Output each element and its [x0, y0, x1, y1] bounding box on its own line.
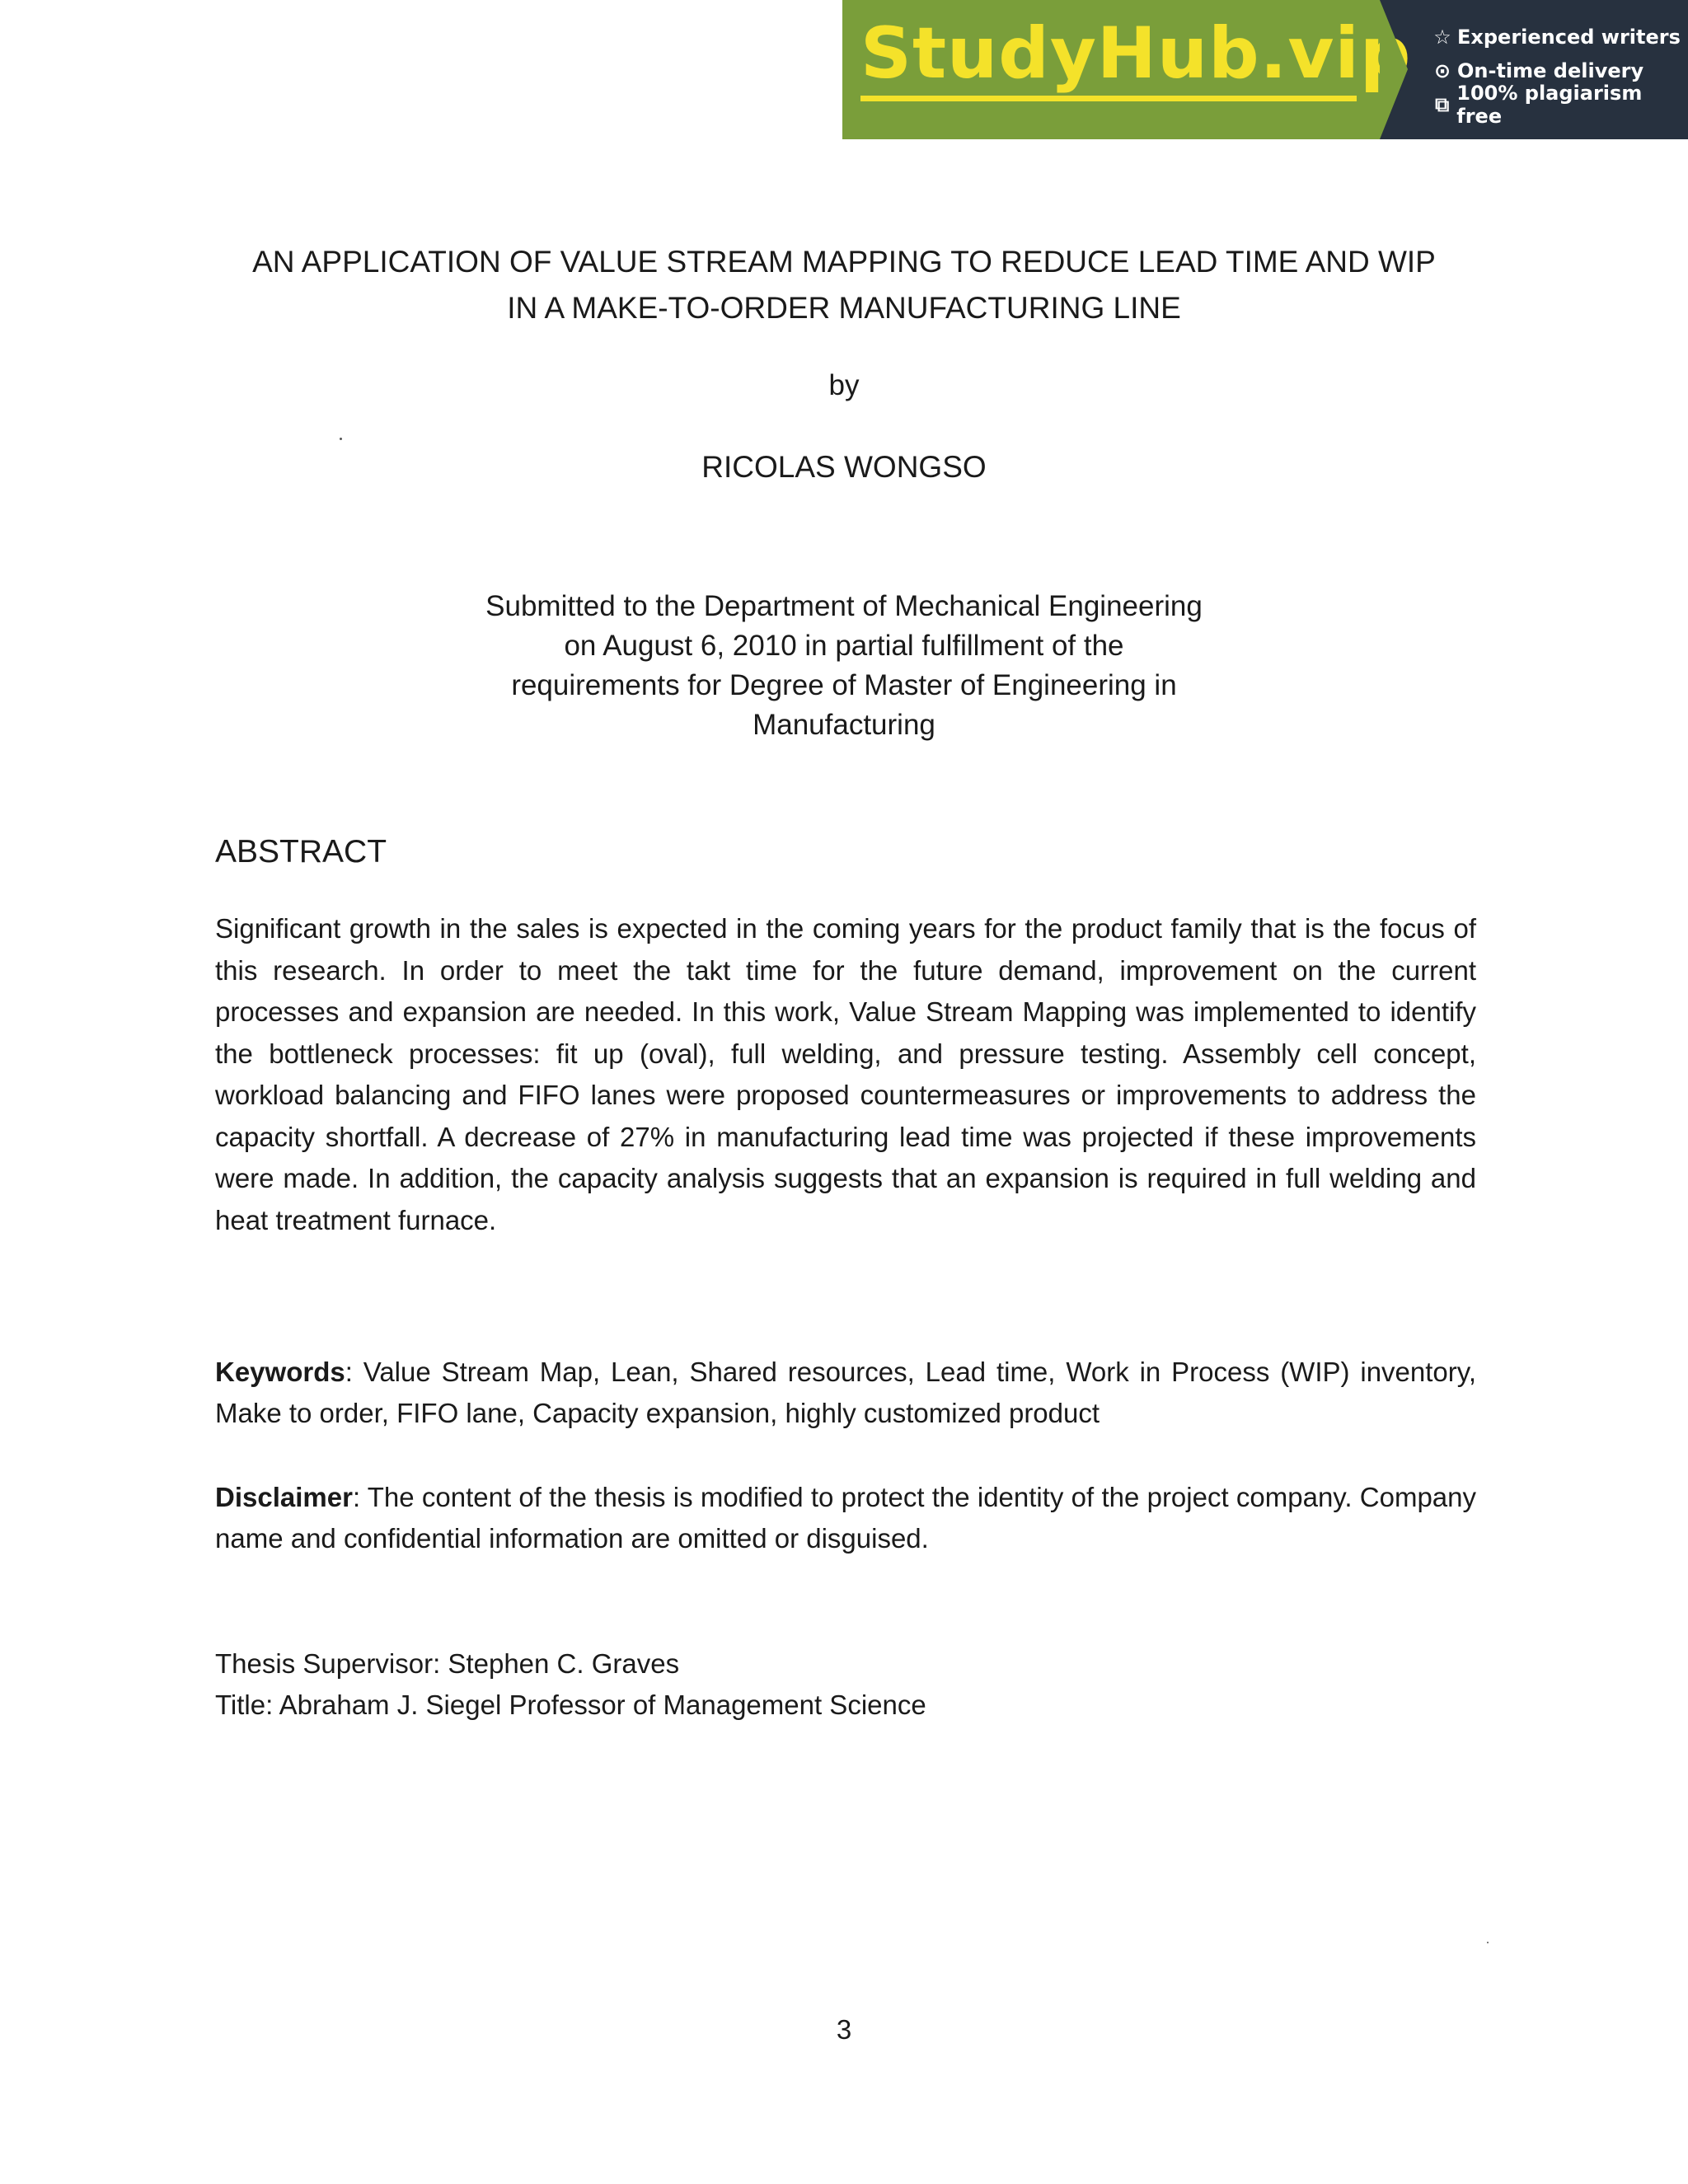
thesis-title [165, 239, 1523, 331]
title-line-1: AN APPLICATION OF VALUE STREAM MAPPING TO REDUCE LEAD TIME AND WIP [252, 245, 1436, 279]
supervisor-title: Title: Abraham J. Siegel Professor of Management Science [215, 1690, 926, 1720]
feature-label: Experienced writers [1457, 25, 1681, 49]
submission-line: requirements for Degree of Master of Engineering in [511, 669, 1177, 701]
star-outline-icon: ☆ [1433, 25, 1451, 49]
disclaimer-text: : The content of the thesis is modified to protect the identity of the project company. Company name and confidential information are omitted or disguised. [215, 1482, 1476, 1554]
scan-speck [340, 438, 342, 440]
submission-line: on August 6, 2010 in partial fulfillment of the [564, 630, 1124, 662]
submission-line: Submitted to the Department of Mechanical Engineering [485, 590, 1203, 622]
abstract-body: Significant growth in the sales is expected in the coming years for the product family that is the focus of this research. In order to meet the takt time for the future demand, improvement on the current processes and expansion are needed. In this work, Value Stream Mapping was implemented to identify the bottleneck processes: fit up (oval), full welding, and pressure testing. Assembly cell concept, workload balancing and FIFO lanes were proposed countermeasures or improvements to address the capacity shortfall. A decrease of 27% in manufacturing lead time was projected if these improvements were made. In addition, the capacity analysis suggests that an expansion is required in full welding and heat treatment furnace. [215, 913, 1476, 1235]
keywords-label: Keywords [215, 1357, 345, 1387]
keywords-text: : Value Stream Map, Lean, Shared resources, Lead time, Work in Process (WIP) inventory, Make to order, FIFO lane, Capacity expansion, highly customized product [215, 1357, 1476, 1428]
logo-text: StudyHub.vip [860, 12, 1412, 95]
submission-line: Manufacturing [753, 709, 935, 741]
clock-icon: ⊙ [1433, 59, 1451, 82]
page-number: 3 [836, 2014, 852, 2045]
banner-arrow-shape [1380, 0, 1408, 139]
logo-underline [860, 96, 1357, 101]
studyhub-logo[interactable] [842, 0, 1412, 139]
banner-features-list [1380, 0, 1688, 139]
title-line-2: IN A MAKE-TO-ORDER MANUFACTURING LINE [507, 291, 1181, 325]
disclaimer-paragraph [215, 1477, 1476, 1559]
by-label: by [828, 369, 860, 401]
feature-label: On-time delivery [1457, 59, 1644, 82]
keywords-paragraph [215, 1352, 1476, 1434]
scan-speck [1487, 1942, 1489, 1943]
feature-label: 100% plagiarism free [1456, 81, 1643, 128]
feature-experienced-writers [1431, 20, 1688, 54]
abstract-heading: ABSTRACT [215, 834, 387, 869]
author-name: RICOLAS WONGSO [701, 450, 987, 484]
submission-statement [462, 587, 1226, 745]
feature-plagiarism-free [1431, 81, 1688, 128]
supervisor-block [215, 1643, 926, 1726]
copy-check-icon: ⧉ [1435, 92, 1450, 116]
disclaimer-label: Disclaimer [215, 1482, 353, 1512]
supervisor-name: Thesis Supervisor: Stephen C. Graves [215, 1648, 680, 1679]
studyhub-banner[interactable] [842, 0, 1688, 139]
